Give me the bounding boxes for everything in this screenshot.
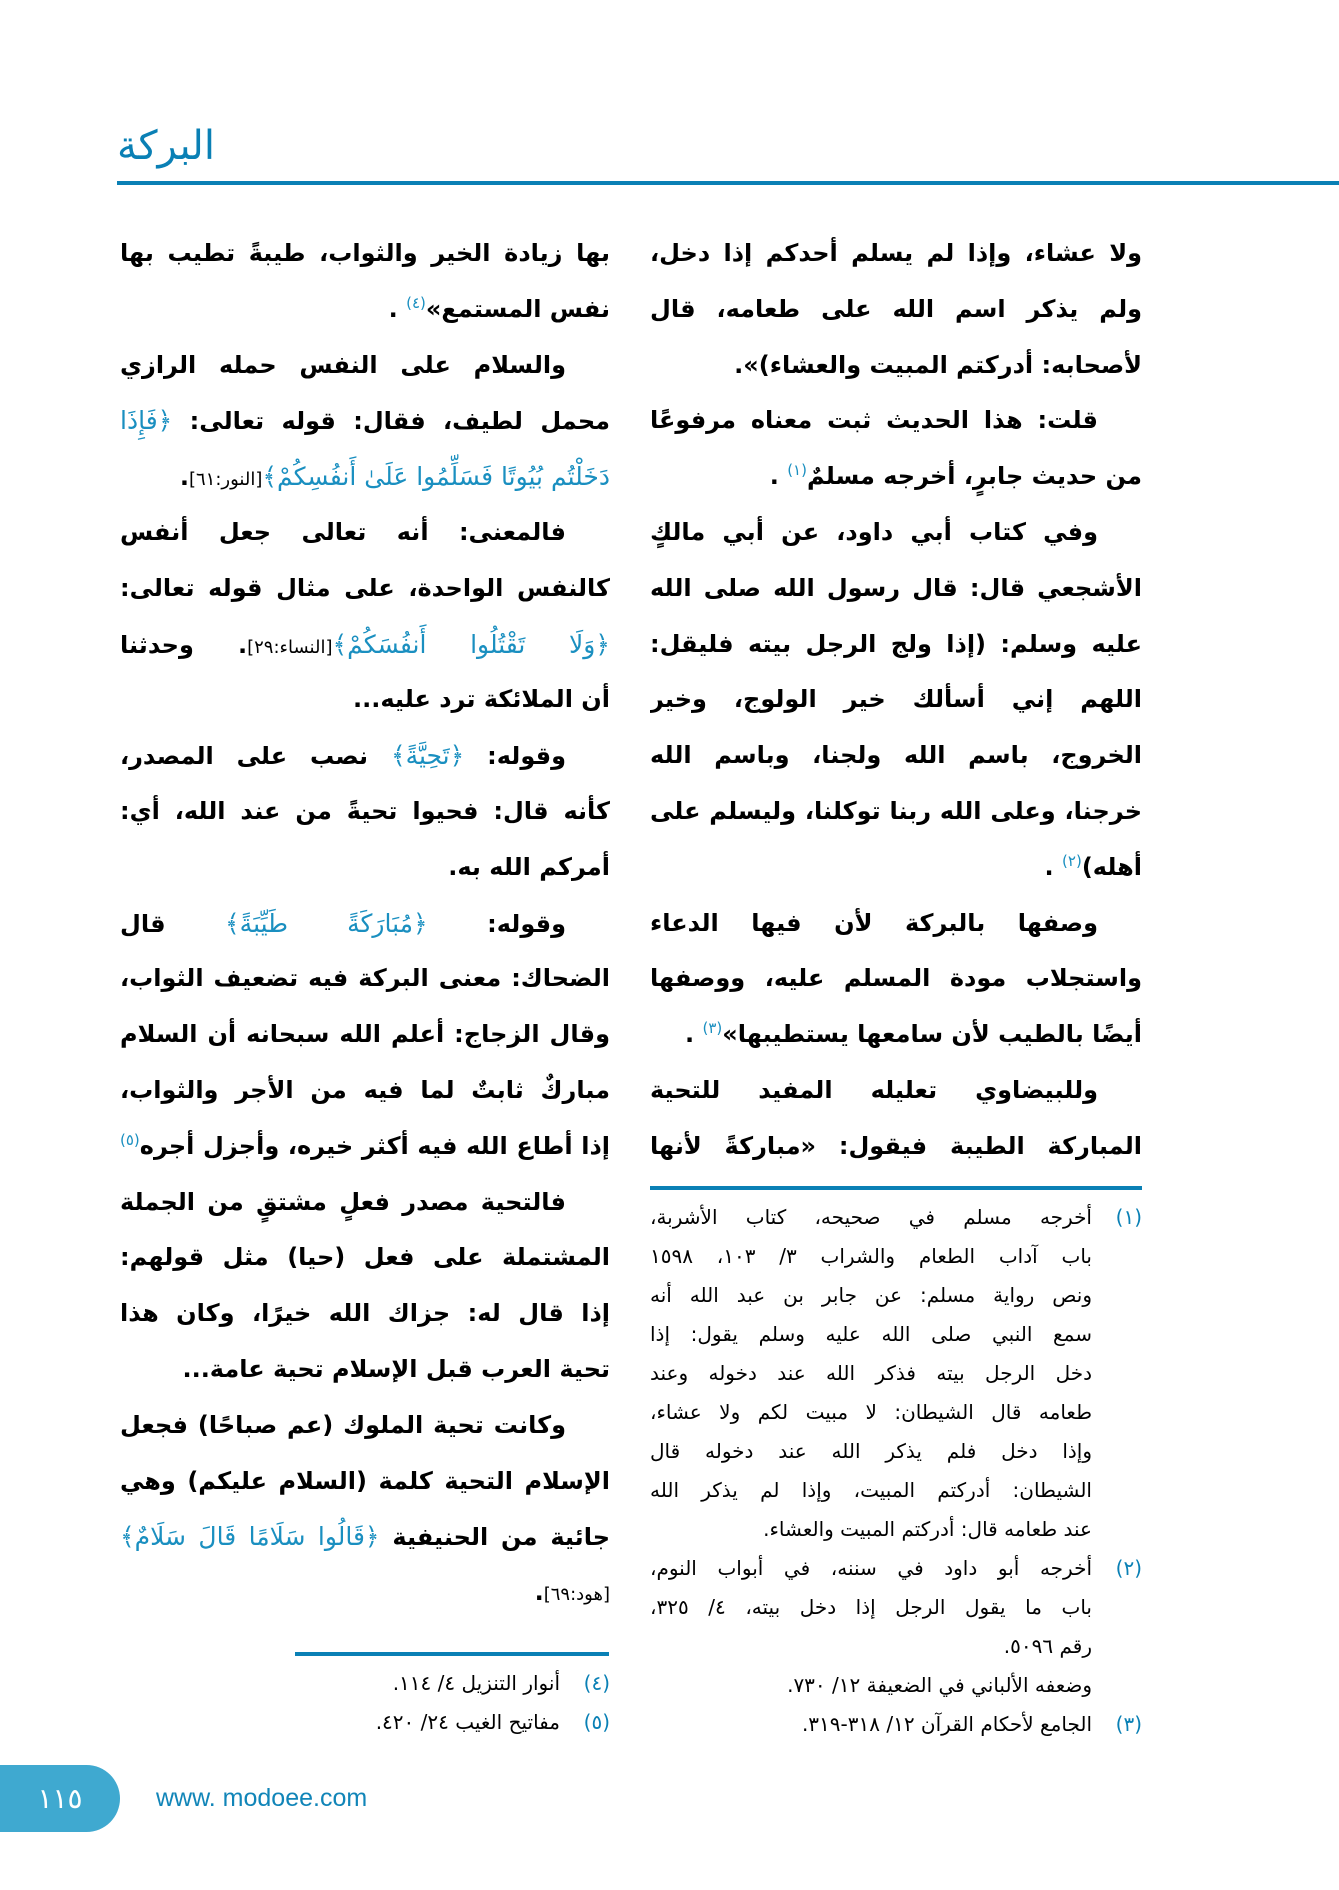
body-text: الخروج، باسم الله ولجنا، وباسم الله	[650, 741, 1142, 770]
footnote-line	[650, 1237, 1142, 1276]
quran-verse: ﴿قَالُوا سَلَامًا قَالَ سَلَامٌ﴾	[120, 1522, 380, 1552]
text-line	[120, 951, 610, 1007]
footnote-text: وإذا دخل فلم يذكر الله عند دخوله قال	[650, 1439, 1092, 1463]
footnote-text: الشيطان: أدركتم المبيت، وإذا لم يذكر الله	[650, 1478, 1092, 1502]
text-line	[120, 1286, 610, 1342]
text-line	[650, 1007, 1142, 1063]
footnote-text: دخل الرجل بيته فذكر الله عند دخوله وعند	[650, 1361, 1092, 1385]
body-text: . وحدثنا	[120, 630, 248, 659]
footnote-number: (٣)	[1115, 1712, 1142, 1736]
body-text: ولم يذكر اسم الله على طعامه، قال	[650, 294, 1142, 323]
text-line	[120, 1342, 610, 1398]
body-text: نفس المستمع»	[425, 294, 610, 323]
body-text: اللهم إني أسألك خير الولوج، وخير	[650, 685, 1142, 714]
footnote-number: (٤)	[583, 1671, 610, 1695]
body-text: قلت: هذا الحديث ثبت معناه مرفوعًا	[650, 406, 1098, 435]
body-text: كأنه قال: فحيوا تحيةً من عند الله، أي:	[120, 796, 610, 825]
body-text: أيضًا بالطيب لأن سامعها يستطيبها»	[722, 1020, 1142, 1049]
text-line	[650, 617, 1142, 673]
text-line	[120, 1119, 610, 1175]
body-text: فالمعنى: أنه تعالى جعل أنفس	[120, 517, 566, 546]
footnote-text: عند طعامه قال: أدركتم المبيت والعشاء.	[763, 1517, 1092, 1541]
text-line	[650, 672, 1142, 728]
body-text: أهله)	[1081, 852, 1142, 881]
body-text: محمل لطيف، فقال: قوله تعالى:	[172, 407, 610, 436]
body-text: واستجلاب مودة المسلم عليه، ووصفها	[650, 964, 1142, 993]
text-line	[120, 1063, 610, 1119]
footnote-line	[650, 1549, 1142, 1588]
text-line	[120, 896, 610, 952]
footnote-text: أخرجه مسلم في صحيحه، كتاب الأشربة،	[650, 1205, 1092, 1229]
body-text: الضحاك: معنى البركة فيه تضعيف الثواب،	[120, 964, 610, 993]
body-text: وقال الزجاج: أعلم الله سبحانه أن السلام	[120, 1020, 610, 1049]
text-line	[120, 282, 610, 338]
footnote-text: ونص رواية مسلم: عن جابر بن عبد الله أنه	[650, 1283, 1092, 1307]
footnote-text: طعامه قال الشيطان: لا مبيت لكم ولا عشاء،	[650, 1400, 1092, 1424]
body-text: وقوله:	[464, 742, 566, 771]
text-line	[120, 1565, 610, 1621]
body-text: .	[388, 294, 407, 323]
body-text: وفي كتاب أبي داود، عن أبي مالكٍ	[650, 517, 1098, 546]
body-text: .	[769, 462, 788, 491]
text-line	[120, 1454, 610, 1510]
footnote-line	[650, 1276, 1142, 1315]
body-text: بها زيادة الخير والثواب، طيبةً تطيب بها	[120, 239, 610, 267]
footnote-marker[interactable]: (٣)	[702, 1019, 723, 1038]
body-text: مباركٌ ثابتٌ لما فيه من الأجر والثواب،	[120, 1075, 610, 1104]
body-text: كالنفس الواحدة، على مثال قوله تعالى:	[120, 573, 610, 602]
body-text: لأصحابه: أدركتم المبيت والعشاء)».	[734, 350, 1142, 379]
text-line	[650, 338, 1142, 394]
footnote-line	[650, 1705, 1142, 1744]
body-text: الإسلام التحية كلمة (السلام عليكم) وهي	[120, 1466, 610, 1495]
quran-verse: دَخَلْتُم بُيُوتًا فَسَلِّمُوا عَلَىٰ أَنفُسِكُمْ﴾	[262, 462, 610, 492]
footnote-marker[interactable]: (٥)	[120, 1130, 140, 1149]
body-text: جائية من الحنيفية	[379, 1523, 610, 1552]
footnote-text: باب ما يقول الرجل إذا دخل بيته، ٤/ ٣٢٥،	[650, 1595, 1092, 1619]
verse-citation: [النور:٦١]	[188, 469, 263, 491]
body-text: إذا أطاع الله فيه أكثر خيره، وأجزل أجره	[139, 1131, 610, 1160]
text-line	[650, 393, 1142, 449]
header-rule	[117, 181, 1339, 185]
text-line	[120, 393, 610, 449]
text-line	[650, 1119, 1142, 1175]
footnote-text: الجامع لأحكام القرآن ١٢/ ٣١٨-٣١٩.	[801, 1712, 1092, 1736]
body-text: نصب على المصدر،	[120, 742, 391, 771]
text-line	[650, 282, 1142, 338]
footnote-line	[650, 1432, 1142, 1471]
text-line	[650, 728, 1142, 784]
text-line	[650, 951, 1142, 1007]
footnote-line	[650, 1666, 1142, 1705]
body-text: أن الملائكة ترد عليه...	[352, 685, 610, 714]
text-line	[650, 840, 1142, 896]
text-line	[120, 1398, 610, 1454]
footnote-text: مفاتيح الغيب ٢٤/ ٤٢٠.	[375, 1710, 560, 1734]
text-line	[650, 226, 1142, 282]
text-line	[650, 1063, 1142, 1119]
footnote-divider-left	[295, 1652, 609, 1656]
quran-verse: ﴿وَلَا تَقْتُلُوا أَنفُسَكُمْ﴾	[332, 629, 610, 659]
body-text: تحية العرب قبل الإسلام تحية عامة...	[182, 1354, 610, 1383]
text-line	[120, 728, 610, 784]
quran-verse: ﴿فَإِذَا	[120, 406, 173, 436]
text-line	[120, 840, 610, 896]
text-line	[650, 505, 1142, 561]
footnote-marker[interactable]: (٤)	[406, 293, 426, 312]
page-number: ١١٥	[37, 1782, 83, 1815]
text-line	[650, 784, 1142, 840]
footnote-text: وضعفه الألباني في الضعيفة ١٢/ ٧٣٠.	[787, 1673, 1092, 1697]
footnote-line	[300, 1703, 610, 1742]
text-line	[120, 1175, 610, 1231]
footnotes-right	[650, 1198, 1142, 1744]
footnote-line	[300, 1664, 610, 1703]
quran-verse: ﴿تَحِيَّةً﴾	[390, 741, 465, 771]
body-text: .	[1044, 852, 1063, 881]
text-line	[120, 561, 610, 617]
footnote-line	[650, 1627, 1142, 1666]
body-text: وصفها بالبركة لأن فيها الدعاء	[650, 908, 1098, 937]
footnote-divider-right	[650, 1186, 1142, 1190]
footnote-number: (٥)	[583, 1710, 610, 1734]
verse-citation: [هود:٦٩]	[543, 1584, 610, 1606]
body-text: وكانت تحية الملوك (عم صباحًا) فجعل	[120, 1410, 566, 1439]
footnote-line	[650, 1198, 1142, 1237]
footnote-line	[650, 1510, 1142, 1549]
body-text: عليه وسلم: (إذا ولج الرجل بيته فليقل:	[650, 629, 1142, 658]
text-line	[120, 784, 610, 840]
page-number-tab	[0, 1765, 120, 1832]
text-line	[650, 561, 1142, 617]
footnote-line	[650, 1354, 1142, 1393]
body-text: وقوله:	[427, 909, 566, 938]
text-line	[120, 672, 610, 728]
text-line	[120, 226, 610, 282]
footnote-text: رقم ٥٠٩٦.	[1003, 1634, 1092, 1658]
body-text: المباركة الطيبة فيقول: «مباركةً لأنها	[650, 1131, 1142, 1160]
body-text: .	[179, 463, 189, 492]
footnote-line	[650, 1588, 1142, 1627]
text-line	[650, 896, 1142, 952]
text-line	[120, 617, 610, 673]
footnote-text: أنوار التنزيل ٤/ ١١٤.	[392, 1671, 560, 1695]
right-column	[650, 226, 1142, 1175]
text-line	[120, 449, 610, 505]
text-line	[120, 338, 610, 394]
footnote-marker[interactable]: (٢)	[1062, 851, 1082, 870]
footnote-text: سمع النبي صلى الله عليه وسلم يقول: إذا	[650, 1322, 1092, 1346]
body-text: خرجنا، وعلى الله ربنا توكلنا، وليسلم على	[650, 796, 1142, 825]
text-line	[120, 505, 610, 561]
body-text: وللبيضاوي تعليله المفيد للتحية	[650, 1075, 1098, 1104]
footnote-number: (٢)	[1115, 1556, 1142, 1580]
body-text: أمركم الله به.	[448, 852, 610, 881]
body-text: والسلام على النفس حمله الرازي	[120, 350, 566, 379]
body-text: إذا قال له: جزاك الله خيرًا، وكان هذا	[120, 1299, 610, 1328]
verse-citation: [النساء:٢٩]	[247, 636, 333, 658]
body-text: من حديث جابرٍ، أخرجه مسلمٌ	[806, 462, 1142, 491]
chapter-title: البركة	[117, 123, 215, 169]
body-text: المشتملة على فعل (حيا) مثل قولهم:	[120, 1243, 610, 1272]
website-link[interactable]: www. modoee.com	[156, 1784, 368, 1812]
text-line	[650, 449, 1142, 505]
footnote-line	[650, 1471, 1142, 1510]
quran-verse: ﴿مُبَارَكَةً طَيِّبَةً﴾	[225, 908, 428, 938]
footnote-line	[650, 1315, 1142, 1354]
body-text: الأشجعي قال: قال رسول الله صلى الله	[650, 573, 1142, 602]
footnote-marker[interactable]: (١)	[787, 461, 807, 480]
text-line	[120, 1007, 610, 1063]
footnote-number: (١)	[1115, 1205, 1142, 1229]
body-text: ولا عشاء، وإذا لم يسلم أحدكم إذا دخل،	[650, 239, 1142, 267]
body-text: فالتحية مصدر فعلٍ مشتقٍ من الجملة	[120, 1187, 566, 1216]
footnote-text: أخرجه أبو داود في سننه، في أبواب النوم،	[650, 1556, 1092, 1580]
text-line	[120, 1230, 610, 1286]
footnote-line	[650, 1393, 1142, 1432]
text-line	[120, 1509, 610, 1565]
body-text: .	[685, 1020, 703, 1049]
body-text: قال	[120, 909, 226, 938]
left-column	[120, 226, 610, 1621]
body-text: .	[534, 1578, 544, 1607]
footnotes-left	[300, 1664, 610, 1742]
footnote-text: باب آداب الطعام والشراب ٣/ ١٠٣، ١٥٩٨	[650, 1244, 1092, 1268]
